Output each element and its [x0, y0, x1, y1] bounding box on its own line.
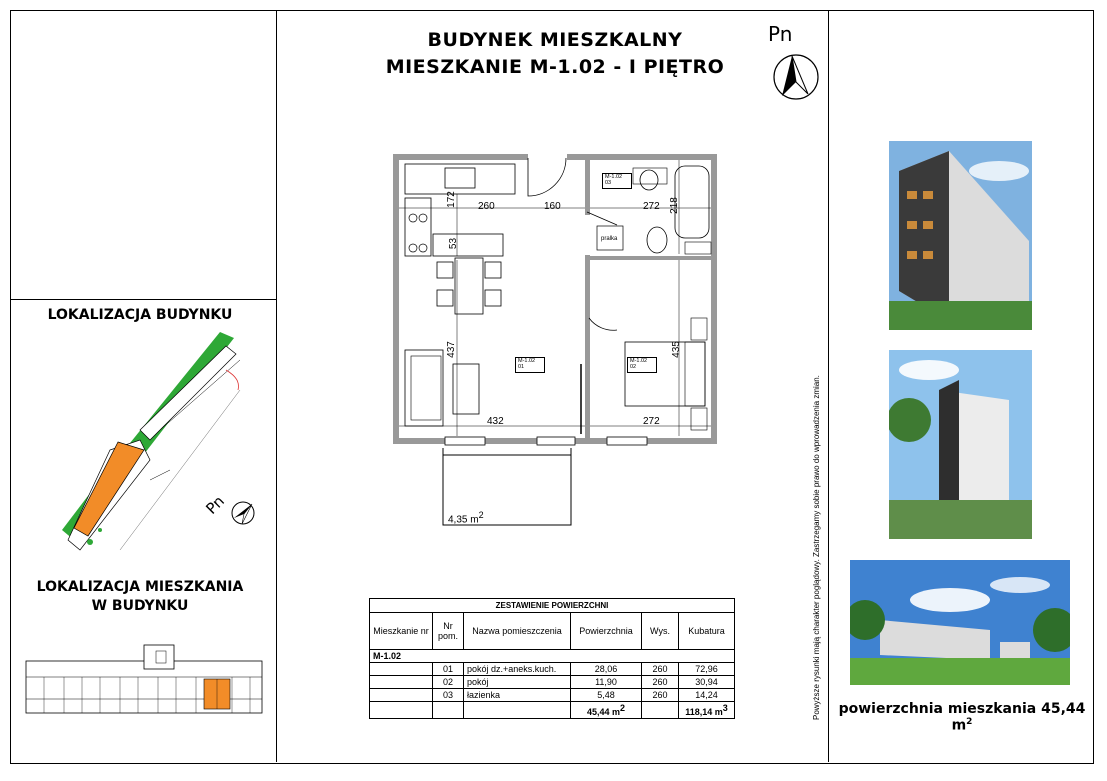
site-plan [40, 330, 270, 570]
page-title-line2: MIESZKANIE M-1.02 - I PIĘTRO [385, 56, 725, 78]
dim-432: 432 [487, 416, 504, 427]
dim-53: 53 [448, 237, 460, 250]
apartment-location-heading-1: LOKALIZACJA MIESZKANIA [36, 579, 244, 595]
divider-right [828, 10, 829, 762]
dim-160: 160 [544, 201, 561, 212]
table-total-row: 45,44 m2 118,14 m3 [370, 702, 735, 719]
dim-260: 260 [478, 201, 495, 212]
north-arrow-icon [772, 52, 822, 102]
dim-272-bottom: 272 [643, 416, 660, 427]
building-render-2 [889, 350, 1032, 539]
dim-172: 172 [445, 191, 457, 208]
table-row: 01 pokój dz.+aneks.kuch. 28,06 260 72,96 [370, 663, 735, 676]
disclaimer-note: Powyższe rysunki mają charakter poglądowy. Zastrzegamy sobie prawo do wprowadzenia zmian. [812, 375, 821, 720]
table-row: 03 łazienka 5,48 260 14,24 [370, 689, 735, 702]
table-apartment: M-1.02 [370, 650, 735, 663]
table-header: Nr pom. [433, 613, 464, 650]
table-row: 02 pokój 11,90 260 30,94 [370, 676, 735, 689]
table-header: Kubatura [679, 613, 735, 650]
room-label-01: M-1.02 01 [515, 357, 545, 373]
dim-272-top: 272 [643, 201, 660, 212]
divider-left [276, 10, 277, 762]
divider-left-horizontal [10, 299, 276, 300]
table-header: Wys. [642, 613, 679, 650]
apartment-area-summary: powierzchnia mieszkania 45,44 $m^2$ [838, 701, 1086, 734]
room-label-02: M-1.02 02 [627, 357, 657, 373]
table-header: Nazwa pomieszczenia [464, 613, 571, 650]
area-table [369, 598, 735, 719]
table-header: Powierzchnia [571, 613, 642, 650]
site-north-label: Pn [202, 492, 228, 518]
dim-437: 437 [445, 341, 457, 358]
washing-machine-label: pralka [601, 236, 618, 242]
north-label: Pn [768, 22, 793, 46]
table-caption: ZESTAWIENIE POWIERZCHNI [370, 599, 735, 613]
building-render-3 [850, 560, 1070, 685]
room-label-03: M-1.02 03 [602, 173, 632, 189]
apartment-location-heading-2: W BUDYNKU [91, 598, 189, 614]
building-render-1 [889, 141, 1032, 330]
table-header: Mieszkanie nr [370, 613, 433, 650]
building-location-heading: LOKALIZACJA BUDYNKU [47, 307, 233, 323]
site-north-arrow-icon [230, 500, 256, 526]
dim-435: 435 [670, 341, 682, 358]
page-title-line1: BUDYNEK MIESZKALNY [427, 29, 683, 51]
balcony-area: 4,35 m2 [448, 510, 484, 526]
floor-plan-overview [24, 643, 266, 721]
dim-218: 218 [668, 197, 680, 214]
